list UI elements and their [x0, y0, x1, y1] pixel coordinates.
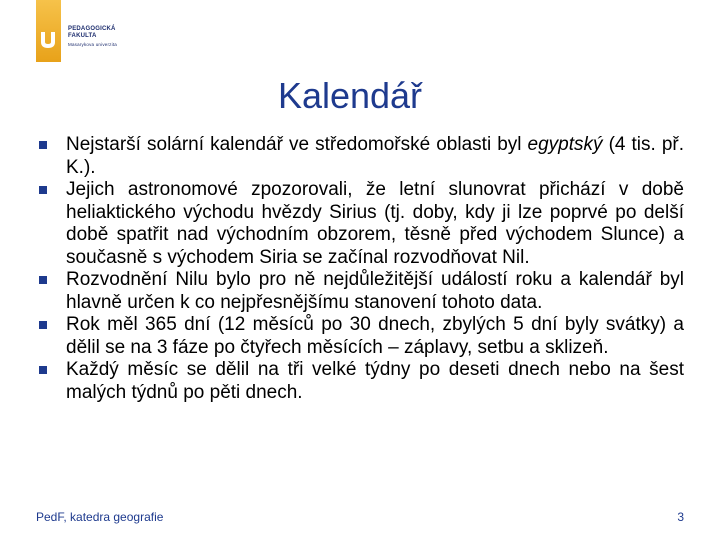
bullet-text: Rok měl 365 dní (12 měsíců po 30 dnech, zbylých 5 dní byly svátky) a dělil se na 3 fáze po čtyřech měsících – záplavy, setbu a sklizeň. [66, 314, 684, 358]
logo-text [68, 26, 117, 49]
slide-title: Kalendář [277, 75, 423, 116]
square-bullet-icon [39, 321, 47, 329]
bullet-item [36, 269, 684, 314]
bullet-text-end: (4 tis. př. K.). [66, 134, 685, 178]
logo-line-3: Masarykova univerzita [68, 42, 117, 47]
bullet-item [36, 314, 684, 359]
page-number: 3 [677, 510, 684, 524]
bullet-emphasis: egyptský [527, 134, 603, 155]
bullet-text: Nejstarší solární kalendář ve středomořské oblasti byl [66, 134, 528, 155]
bullet-text: Jejich astronomové zpozorovali, že letní slunovrat přichází v době heliaktického východu hvězdy Sirius (tj. doby, kdy ji lze poprvé po delší době spatřit nad východním obzorem, těsně před východem Slunce) a současně s východem Siria se začínal rozvodňovat Nil. [66, 179, 684, 268]
bullet-item [36, 359, 684, 404]
square-bullet-icon [39, 366, 47, 374]
footer-department: PedF, katedra geografie [36, 510, 164, 524]
faculty-logo [36, 0, 156, 62]
square-bullet-icon [39, 276, 47, 284]
bullet-item [36, 134, 684, 179]
logo-mark [36, 0, 61, 62]
square-bullet-icon [39, 186, 47, 194]
bullet-item [36, 179, 684, 269]
bullet-text: Rozvodnění Nilu bylo pro ně nejdůležitější událostí roku a kalendář byl hlavně určen k co nejpřesnějšímu stanovení tohoto data. [66, 269, 684, 313]
logo-emblem-icon [39, 30, 57, 50]
logo-line-2: FAKULTA [68, 33, 97, 39]
bullet-list [36, 134, 684, 404]
bullet-text: Každý měsíc se dělil na tři velké týdny po deseti dnech nebo na šest malých týdnů po pěti dnech. [66, 359, 684, 403]
logo-line-1: PEDAGOGICKÁ [68, 26, 116, 32]
square-bullet-icon [39, 141, 47, 149]
